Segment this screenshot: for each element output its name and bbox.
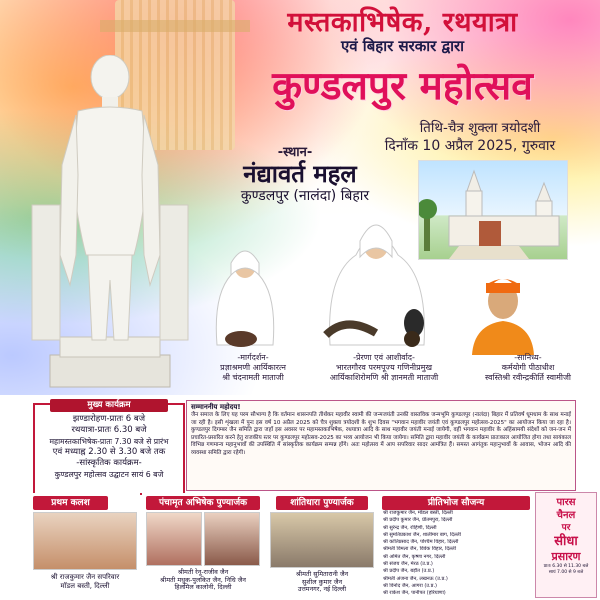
panchamrit-panel	[142, 493, 264, 600]
saint-caption-3	[458, 353, 598, 383]
program-line: -सांस्कृतिक कार्यक्रम-	[76, 458, 142, 468]
list-item: श्री विनोद जैन, आगरा (उ.प्र.)	[383, 582, 437, 589]
pratham-kalash-heading: प्रथम कलश	[33, 496, 108, 510]
list-item: श्री अमित जैन, कृष्णा नगर, दिल्ली	[383, 553, 446, 560]
pratham-kalash-panel	[30, 493, 140, 600]
list-item: श्री प्रदीप कुमार जैन, प्रीतमपुरा, दिल्ली	[383, 517, 453, 524]
saint-name-2a: भारतगौरव परमपूज्य गणिनीप्रमुख	[335, 363, 433, 372]
main-program-heading: मुख्य कार्यक्रम	[50, 399, 168, 412]
paras-line5: प्रसारण	[551, 550, 581, 563]
list-item: श्रीमती विमला जैन, विवेक विहार, दिल्ली	[383, 546, 456, 553]
program-line: झण्डारोहण-प्रातः 6 बजे	[72, 414, 146, 424]
title-line-1: मस्तकाभिषेक, रथयात्रा	[287, 7, 518, 38]
panchamrit-photos	[146, 512, 260, 566]
date-tithi: तिथि-चैत्र शुक्ला त्रयोदशी	[419, 120, 541, 136]
mahavir-statue-image	[30, 55, 190, 390]
saint-caption-2	[310, 353, 458, 383]
invitation-message	[186, 400, 576, 491]
list-item: श्री संजय जैन, मेरठ (उ.प्र.)	[383, 561, 433, 568]
saint-role-1: -मार्गदर्शन-	[237, 353, 269, 362]
panchamrit-caption-line3: हिलमिल कालोनी, दिल्ली	[174, 583, 232, 592]
paras-channel-box	[535, 492, 597, 598]
family-photo	[33, 512, 137, 570]
paras-time1: प्रातः 6.30 से 11.30 बजे	[543, 564, 589, 569]
saint-name-3b: स्वस्तिश्री रवीन्द्रकीर्ति स्वामीजी	[485, 373, 571, 382]
list-item: श्री राकेश जैन, पानीपत (हरियाणा)	[383, 590, 446, 597]
message-body: जैन समाज के लिए यह परम सौभाग्य है कि वर्तमान शासनपति तीर्थंकर महावीर स्वामी की जन्मजयंती उनकी वास्तविक जन्मभूमि कुण्डलपुर (नालंदा) बिहार में प्रतिवर्ष धूमधाम के साथ मनाई जा रही है। इसी शृंखला में पुनः इस वर्ष 10 अप्रैल 2025 को चैत्र शुक्ला त्रयोदशी के शुभ दिवस "भगवान महावीर जयंती एवं कुण्डलपुर महोत्सव-2025" का आयोजन किया जा रहा है। कुण्डलपुर दिगम्बर जैन समिति द्वारा जहाँ इस अवसर पर महामस्तकाभिषेक, रथयात्रा आदि के साथ महावीर जयंती मनाई जायेगी, वहीं भगवान महावीर के अहिंसामयी संदेशों को जन-जन में प्रचारित-प्रसारित करने हेतु राजकीय स्तर पर कुण्डलपुर महोत्सव-2025 का भव्य आयोजन भी किया जायेगा। समिति द्वारा महावीर जयंती के कार्यक्रम प्रातःकाल आयोजित होगा तथा सायंकाल विभिन्न गणमान्य महानुभावों की उपस्थिति में सांस्कृतिक कार्यक्रम सम्पन्न होंगे। अतः महोत्सव में आप सपरिवार सादर आमंत्रित हैं। समस्त आगंतुक महानुभावों के आवास, भोजन आदि की व्यवस्था समिति द्वारा रहेगी।	[191, 412, 571, 456]
saint-caption-1	[198, 353, 308, 383]
saint-name-1b: श्री चंदनामती माताजी	[222, 373, 284, 382]
venue-place: कुण्डलपुर (नालंदा) बिहार	[240, 188, 370, 204]
list-item: श्री राजकुमार जैन, मॉडल बस्ती, दिल्ली	[383, 510, 453, 516]
program-line: महामस्तकाभिषेक-प्रातः 7.30 बजे से प्रारंभ	[49, 437, 169, 446]
program-line: रथयात्रा-प्रातः 6.30 बजे	[71, 425, 147, 435]
festival-title: कुण्डलपुर महोत्सव	[272, 63, 533, 109]
pratham-kalash-photo	[33, 512, 137, 570]
shantidhara-photo	[270, 512, 374, 568]
saint-name-1a: प्रज्ञाश्रमणी आर्यिकारत्न	[220, 363, 286, 372]
saint-chandanamati-photo	[203, 235, 288, 353]
pratham-kalash-caption	[30, 573, 140, 590]
preetibhoj-list	[383, 510, 533, 598]
list-item: श्री कांतिप्रसाद जैन, पश्चिम विहार, दिल्ली	[383, 539, 459, 546]
program-line: कुण्डलपुर महोत्सव उद्घाटन सायं 6 बजे	[54, 470, 164, 479]
panchamrit-caption-line2: श्रीमती मधुक-पुलकित जैन, निधि जैन	[160, 575, 246, 584]
shantidhara-caption-line1: श्रीमती सुमितारानी जैन	[295, 570, 349, 578]
shantidhara-caption-line2: सुशील कुमार जैन	[301, 577, 342, 586]
paras-line2: चैनल	[556, 510, 576, 521]
program-line: एवं मध्याह्न 2.30 से 3.30 बजे तक	[52, 447, 166, 457]
temple-photo	[418, 160, 568, 260]
paras-line1: पारस	[556, 497, 576, 508]
paras-line3: पर	[561, 523, 571, 533]
main-program-list	[36, 414, 182, 480]
date-gregorian: दिनाँक 10 अप्रैल 2025, गुरुवार	[384, 138, 556, 154]
list-item: श्री प्रदीप जैन, बड़ौत (उ.प्र.)	[383, 568, 435, 575]
saint-role-2: -प्रेरणा एवं आशीर्वाद-	[353, 353, 415, 362]
list-item: श्री सुरेन्द्र जैन, रोहिणी, दिल्ली	[383, 524, 437, 531]
list-item: श्री सुमतिप्रकाश जैन, शालीमार बाग, दिल्ली	[383, 531, 461, 538]
pratham-kalash-caption-line2: मॉडल बस्ती, दिल्ली	[60, 581, 110, 590]
saint-name-3a: कर्मयोगी पीठाधीश	[501, 363, 555, 372]
pratham-kalash-caption-line1: श्री राजकुमार जैन सपरिवार	[50, 573, 120, 581]
temple-illustration	[419, 161, 569, 261]
venue-name: नंद्यावर्त महल	[243, 159, 357, 188]
donor-photo	[270, 512, 374, 568]
venue-label: -स्थान-	[277, 145, 313, 160]
panchamrit-caption-line1: श्रीमती रेनू-राजीव जैन	[177, 568, 229, 576]
saint-role-3: -सानिध्य-	[514, 353, 542, 362]
message-salutation: सम्माननीय महोदय!	[191, 403, 241, 411]
panchamrit-heading: पंचामृत अभिषेक पुण्यार्जक	[146, 496, 260, 510]
list-item: श्रीमती अंजना जैन, लखनऊ (उ.प्र.)	[383, 575, 448, 582]
title-line-2: एवं बिहार सरकार द्वारा	[340, 37, 465, 55]
preetibhoj-heading: प्रीतिभोज सौजन्य	[382, 496, 530, 510]
shantidhara-caption-line3: उत्तमनगर, नई दिल्ली	[297, 585, 347, 594]
saint-name-2b: आर्यिकाशिरोमणि श्री ज्ञानमती माताजी	[329, 373, 439, 382]
shantidhara-panel	[266, 493, 378, 600]
saint-ravindrakirti-photo	[468, 265, 538, 355]
paras-line4: सीधा	[554, 534, 578, 549]
panchamrit-caption	[142, 569, 264, 592]
couple-photo-1	[146, 512, 202, 566]
shantidhara-caption	[266, 571, 378, 594]
shantidhara-heading: शांतिधारा पुण्यार्जक	[276, 496, 368, 510]
couple-photo-2	[204, 512, 260, 566]
paras-time2: सायं 7.00 से 9 बजे	[548, 570, 584, 575]
saint-gyanmati-photo	[316, 205, 436, 355]
